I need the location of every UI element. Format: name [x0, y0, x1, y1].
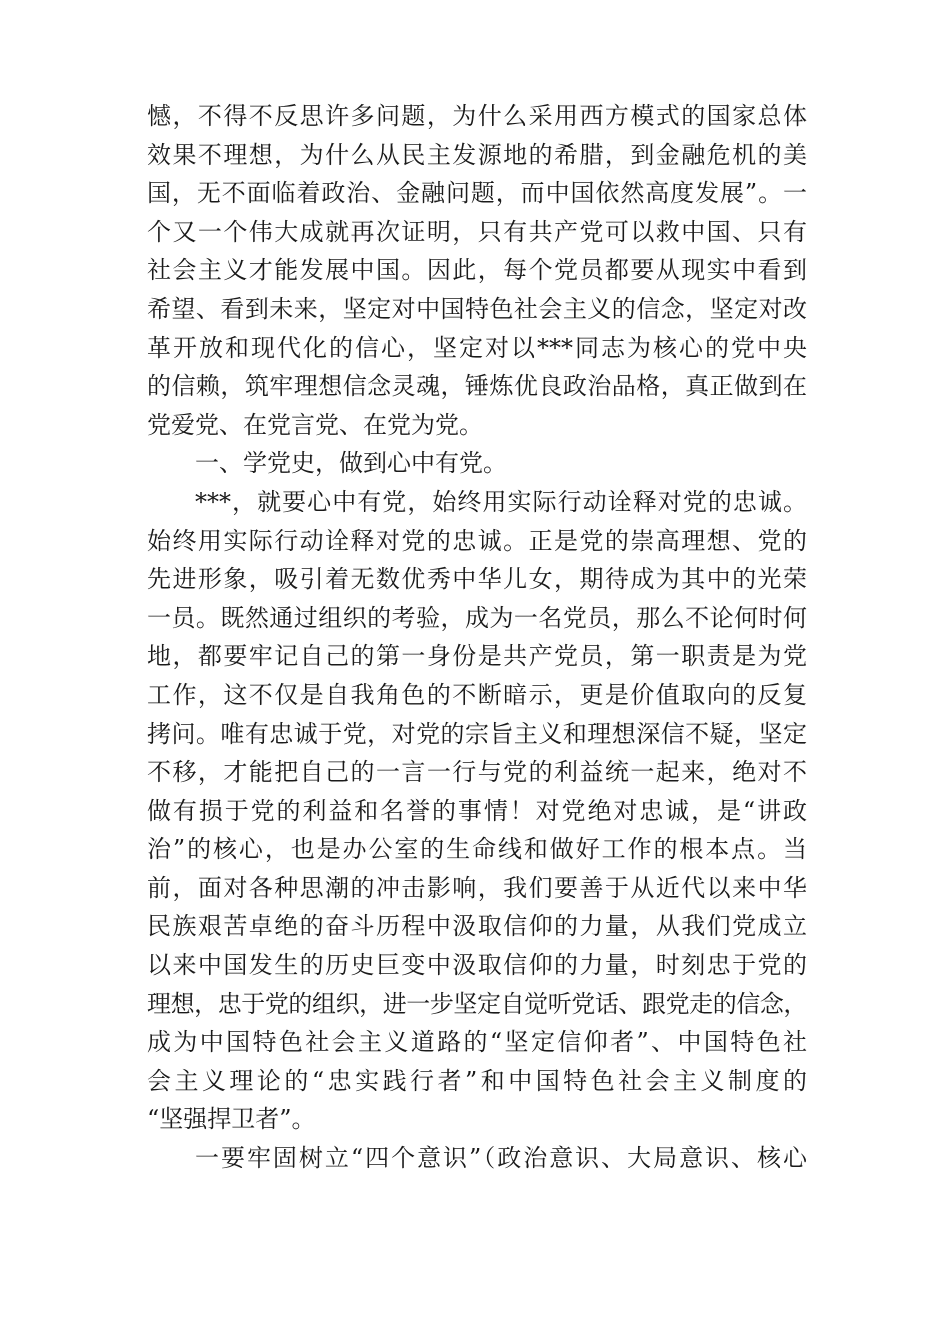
text-line: 始终用实际行动诠释对党的忠诚。正是党的崇高理想、党的: [147, 526, 807, 555]
text-line: 一、学党史，做到心中有党。: [195, 449, 507, 478]
text-line: 做有损于党的利益和名誉的事情！对党绝对忠诚，是“讲政: [147, 796, 807, 825]
text-line: 一要牢固树立“四个意识”（政治意识、大局意识、核心: [195, 1144, 807, 1173]
text-line: 理想，忠于党的组织，进一步坚定自觉听党话、跟党走的信念，: [147, 989, 807, 1018]
text-line: 治”的核心，也是办公室的生命线和做好工作的根本点。当: [147, 835, 807, 864]
text-line: 党爱党、在党言党、在党为党。: [147, 410, 483, 439]
body-text: [147, 97, 807, 1178]
text-line: 工作，这不仅是自我角色的不断暗示，更是价值取向的反复: [147, 680, 807, 709]
text-line: 憾，不得不反思许多问题，为什么采用西方模式的国家总体: [147, 102, 807, 130]
text-line: 先进形象，吸引着无数优秀中华儿女，期待成为其中的光荣: [147, 565, 807, 594]
text-line: 前，面对各种思潮的冲击影响，我们要善于从近代以来中华: [147, 873, 807, 902]
text-line: 地，都要牢记自己的第一身份是共产党员，第一职责是为党: [147, 642, 807, 671]
text-line: 个又一个伟大成就再次证明，只有共产党可以救中国、只有: [147, 217, 807, 246]
text-line: 社会主义才能发展中国。因此，每个党员都要从现实中看到: [147, 256, 807, 285]
text-line: 希望、看到未来，坚定对中国特色社会主义的信念，坚定对改: [147, 294, 807, 323]
text-line: “坚强捍卫者”。: [147, 1105, 316, 1134]
text-line: 民族艰苦卓绝的奋斗历程中汲取信仰的力量，从我们党成立: [147, 912, 807, 941]
text-line: ***，就要心中有党，始终用实际行动诠释对党的忠诚。: [195, 487, 807, 516]
text-line: 效果不理想，为什么从民主发源地的希腊，到金融危机的美: [147, 140, 807, 169]
text-line: 国，无不面临着政治、金融问题，而中国依然高度发展”。一: [147, 179, 807, 208]
text-line: 的信赖，筑牢理想信念灵魂，锤炼优良政治品格，真正做到在: [147, 372, 807, 401]
text-line: 拷问。唯有忠诚于党，对党的宗旨主义和理想深信不疑，坚定: [147, 719, 807, 748]
text-line: 以来中国发生的历史巨变中汲取信仰的力量，时刻忠于党的: [147, 951, 807, 980]
text-line: 革开放和现代化的信心，坚定对以***同志为核心的党中央: [147, 333, 807, 362]
text-line: 会主义理论的“忠实践行者”和中国特色社会主义制度的: [147, 1066, 807, 1095]
text-line: 成为中国特色社会主义道路的“坚定信仰者”、中国特色社: [147, 1028, 807, 1057]
text-line: 一员。既然通过组织的考验，成为一名党员，那么不论何时何: [147, 603, 807, 632]
text-line: 不移，才能把自己的一言一行与党的利益统一起来，绝对不: [147, 758, 807, 787]
